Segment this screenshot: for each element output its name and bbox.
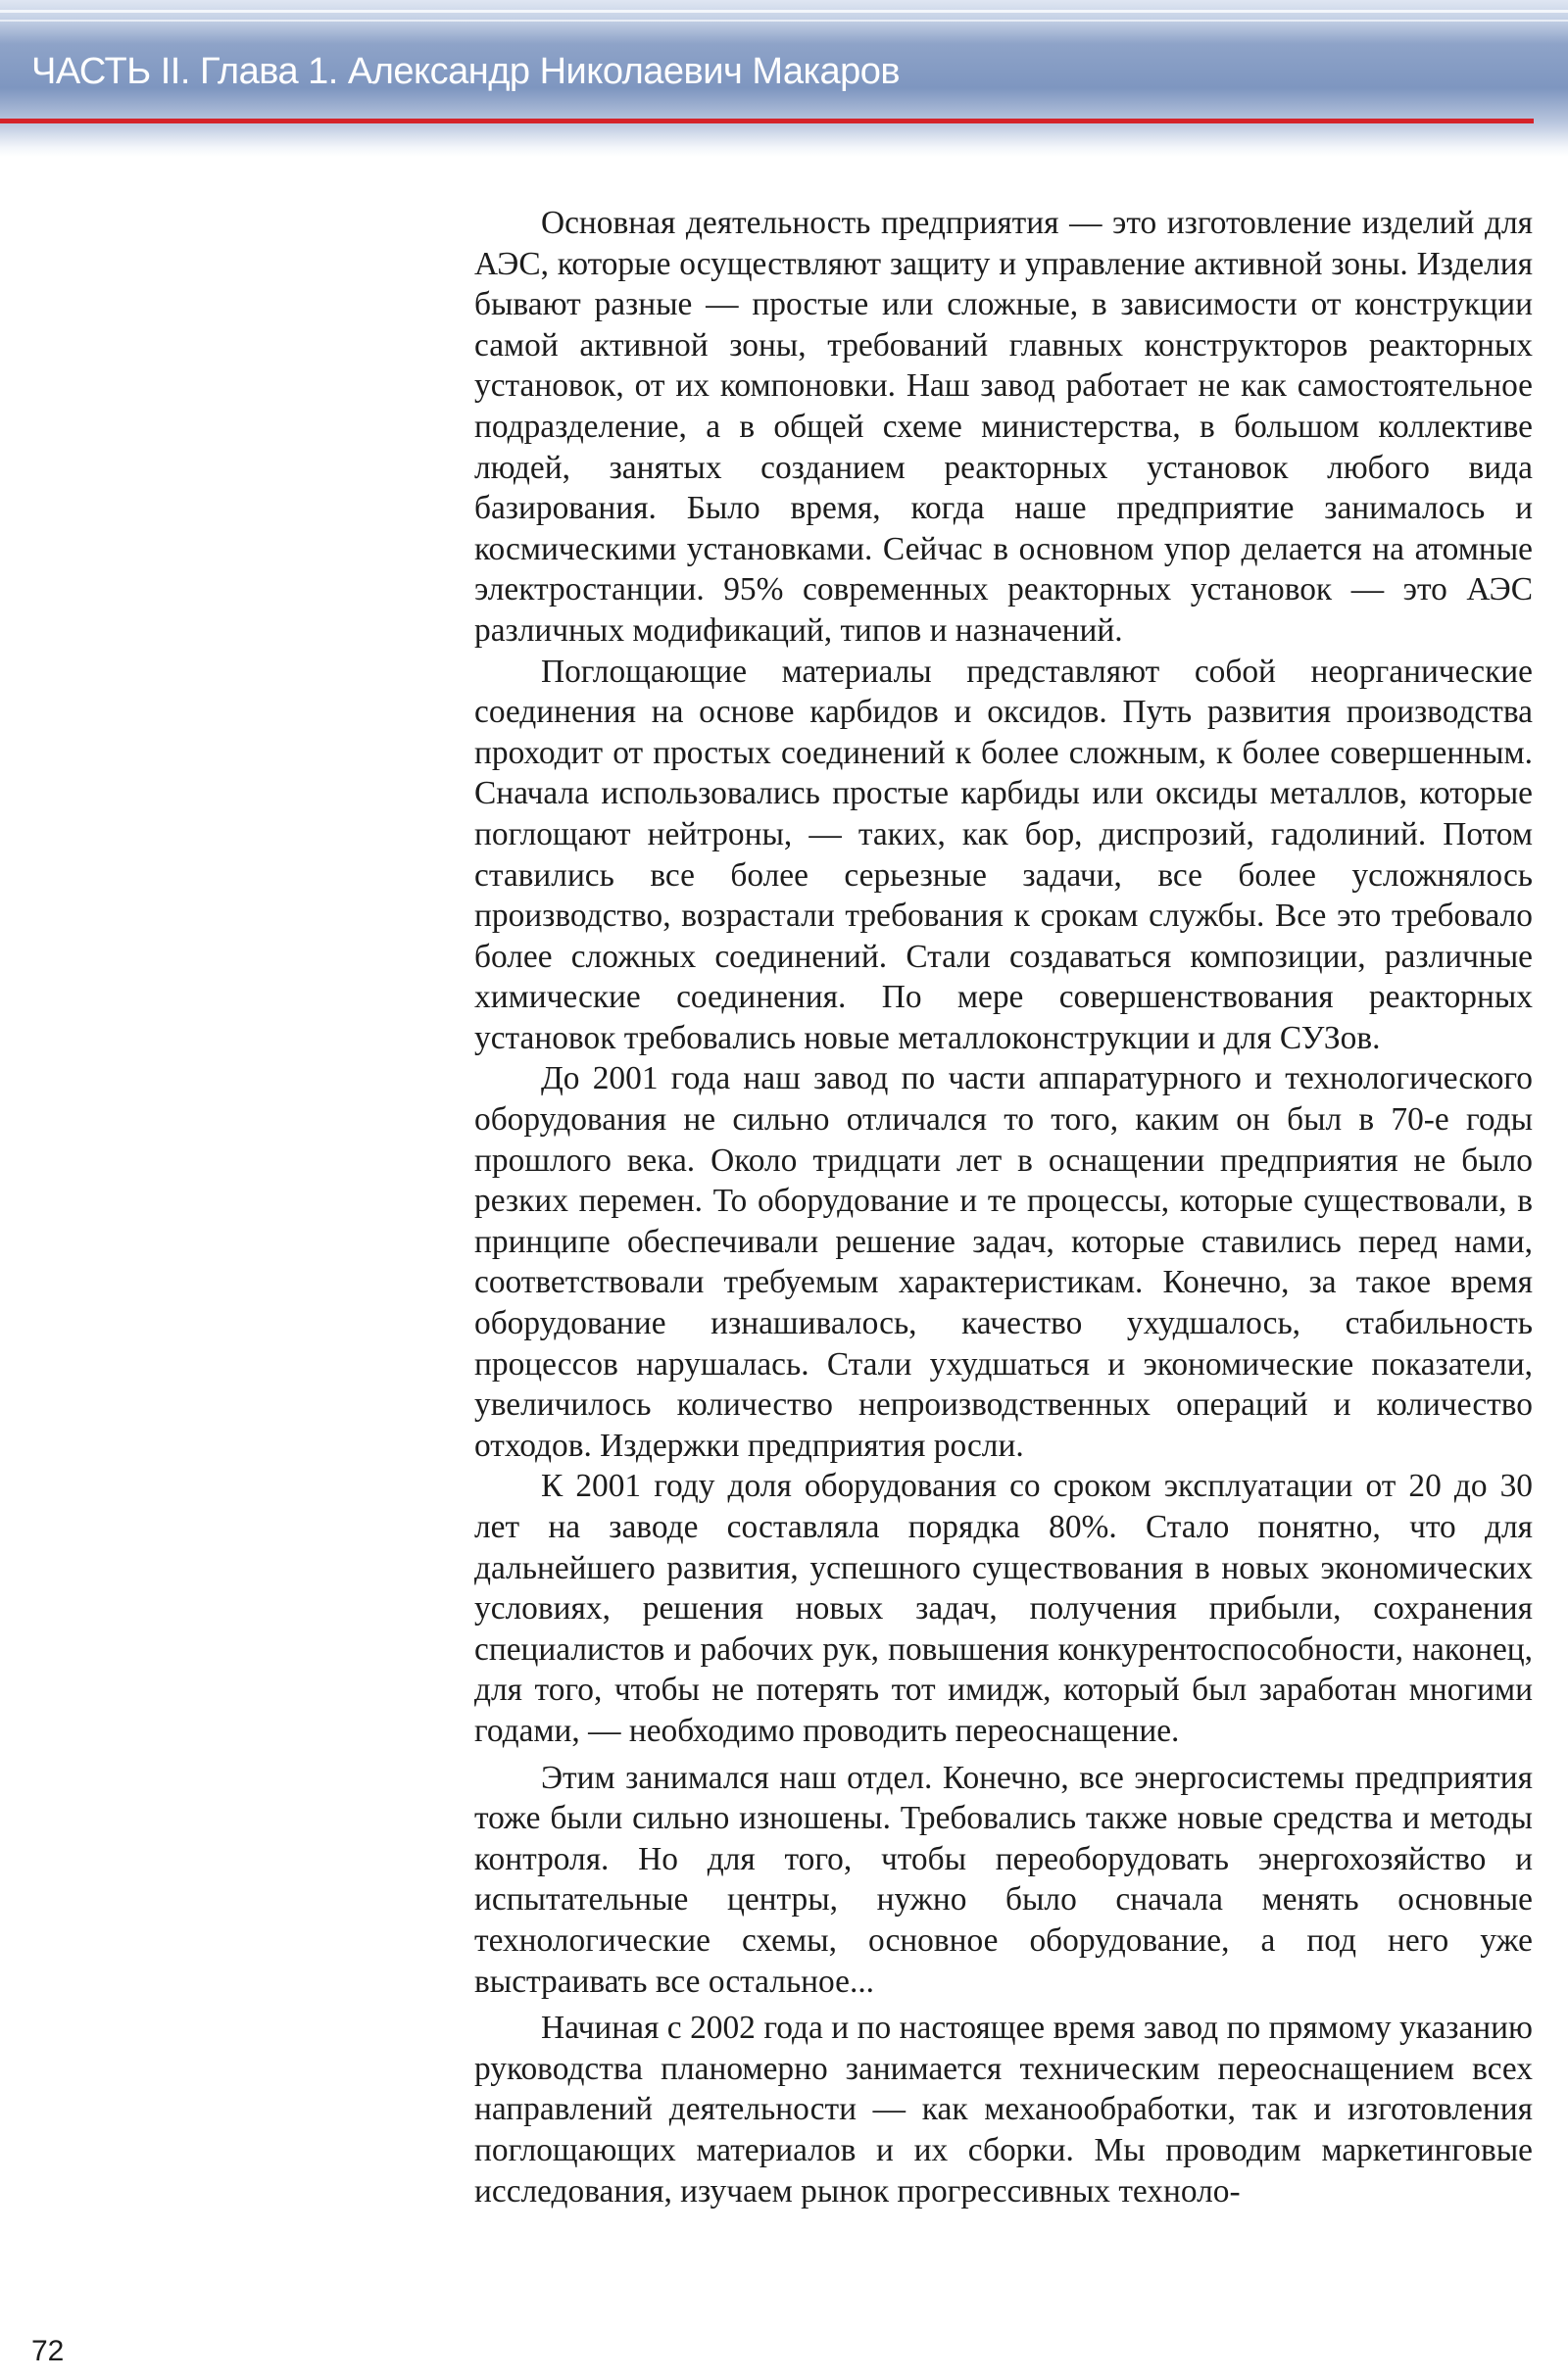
running-header-title: ЧАСТЬ II. Глава 1. Александр Николаевич Макаров xyxy=(31,51,901,92)
paragraph-6: Начиная с 2002 года и по настоящее время завод по прямому указанию руководства планомерно занимается техническим переоснащением всех направлений деятельности — как механообработки, так и изготовления поглощающих материалов и их сборки. Мы проводим маркетинговые исследования, изучаем рынок прогрессивных техноло- xyxy=(474,2010,1533,2210)
paragraph-5: Этим занимался наш отдел. Конечно, все энергосистемы предприятия тоже были сильно изношены. Требовались также новые средства и методы контроля. Но для того, чтобы переоборудовать энергохозяйство и испытательные центры, нужно было сначала менять основные технологические схемы, основное оборудование, а под него уже выстраивать все остальное... xyxy=(474,1759,1533,2000)
paragraph-2: Поглощающие материалы представляют собой неорганические соединения на основе карбидов и оксидов. Путь развития производства проходит от простых соединений к более сложным, к более совершенным. Сначала использовались простые карбиды или оксиды металлов, которые поглощают нейтроны, — таких, как бор, диспрозий, гадолиний. Потом ставились все более серьезные задачи, все более усложнялось производство, возрастали требования к срокам службы. Все это требовало более сложных соединений. Стали создаваться композиции, различные химические соединения. По мере совершенствования реакторных установок требовались новые металлоконструкции и для СУЗов. xyxy=(474,653,1533,1056)
header-band xyxy=(0,0,1568,157)
body-text xyxy=(474,203,1533,2211)
paragraph-4: К 2001 году доля оборудования со сроком эксплуатации от 20 до 30 лет на заводе составляла порядка 80%. Стало понятно, что для дальнейшего развития, успешного существования в новых экономических условиях, решения новых задач, получения прибыли, сохранения специалистов и рабочих рук, повышения конкурентоспособности, наконец, для того, чтобы не потерять тот имидж, который был заработан многими годами, — необходимо проводить переоснащение. xyxy=(474,1468,1533,1749)
paragraph-1: Основная деятельность предприятия — это изготовление изделий для АЭС, которые осуществляют защиту и управление активной зоны. Изделия бывают разные — простые или сложные, в зависимости от конструкции самой активной зоны, требований главных конструкторов реакторных установок, от их компоновки. Наш завод работает не как самостоятельное подразделение, а в общей схеме министерства, в большом коллективе людей, занятых созданием реакторных установок любого вида базирования. Было время, когда наше предприятие занималось и космическими установками. Сейчас в основном упор делается на атомные электростанции. 95% современных реакторных установок — это АЭС различных модификаций, типов и назначений. xyxy=(474,205,1533,649)
header-top-rule xyxy=(0,10,1568,13)
paragraph-3: До 2001 года наш завод по части аппаратурного и технологического оборудования не сильно отличался то того, каким он был в 70-е годы прошлого века. Около тридцати лет в оснащении предприятия не было резких перемен. То оборудование и те процессы, которые существовали, в принципе обеспечивали решение задач, которые ставились перед нами, соответствовали требуемым характеристикам. Конечно, за такое время оборудование изнашивалось, качество ухудшалось, стабильность процессов нарушалась. Стали ухудшаться и экономические показатели, увеличилось количество непроизводственных операций и количество отходов. Издержки предприятия росли. xyxy=(474,1060,1533,1464)
header-top-rule-secondary xyxy=(0,20,1568,22)
page-number: 72 xyxy=(31,2335,65,2367)
header-red-rule xyxy=(0,119,1534,123)
